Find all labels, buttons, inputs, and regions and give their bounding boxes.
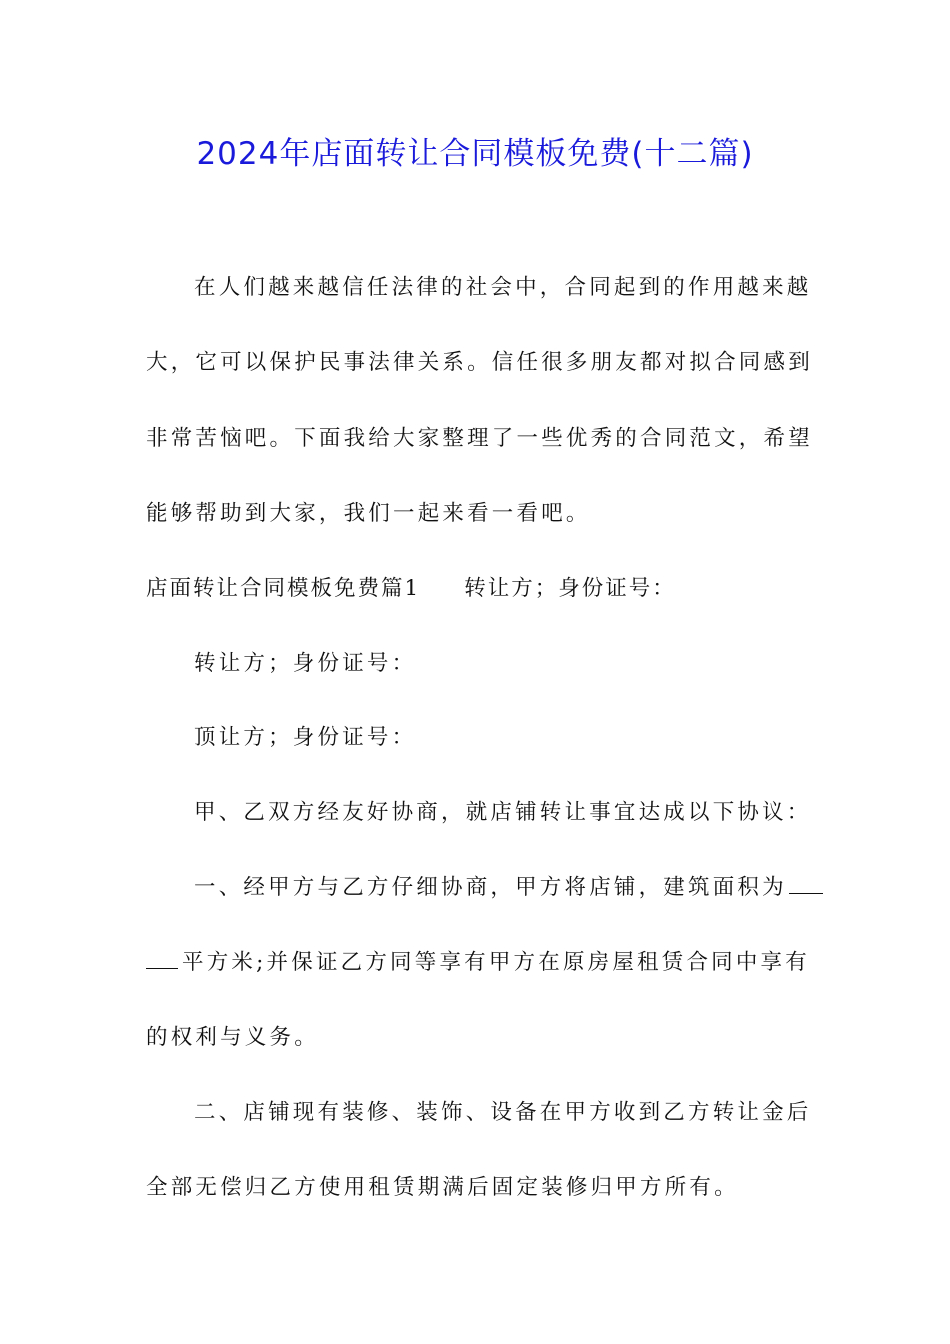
intro-line-1: 在人们越来越信任法律的社会中，合同起到的作用越来越 [194, 275, 812, 300]
intro-line-3: 非常苦恼吧。下面我给大家整理了一些优秀的合同范文，希望 [146, 426, 813, 451]
intro-line-4: 能够帮助到大家，我们一起来看一看吧。 [146, 501, 591, 526]
clause-1-line-1 [194, 870, 806, 901]
party-transferor: 转让方；身份证号： [194, 651, 417, 676]
section-heading-title: 店面转让合同模板免费篇1 [146, 576, 421, 601]
intro-line-2: 大，它可以保护民事法律关系。信任很多朋友都对拟合同感到 [146, 350, 813, 375]
clause-1-line-3: 的权利与义务。 [146, 1025, 319, 1050]
clause-1-text-1: 一、经甲方与乙方仔细协商，甲方将店铺，建筑面积为 [194, 875, 787, 900]
clause-2-line-2: 全部无偿归乙方使用租赁期满后固定装修归甲方所有。 [146, 1175, 739, 1200]
agreement-intro: 甲、乙双方经友好协商，就店铺转让事宜达成以下协议： [194, 800, 812, 825]
document-title: 2024年店面转让合同模板免费(十二篇) [196, 136, 754, 172]
clause-2-line-1: 二、店铺现有装修、装饰、设备在甲方收到乙方转让金后 [194, 1100, 812, 1125]
section-heading [146, 571, 806, 602]
party-transferee: 顶让方；身份证号： [194, 725, 417, 750]
clause-1-text-2: 平方米;并保证乙方同等享有甲方在原房屋租赁合同中享有 [182, 950, 810, 975]
area-blank-1 [789, 874, 823, 894]
section-heading-party: 转让方；身份证号： [464, 576, 676, 601]
area-blank-2 [146, 949, 178, 969]
clause-1-line-2 [146, 945, 810, 976]
